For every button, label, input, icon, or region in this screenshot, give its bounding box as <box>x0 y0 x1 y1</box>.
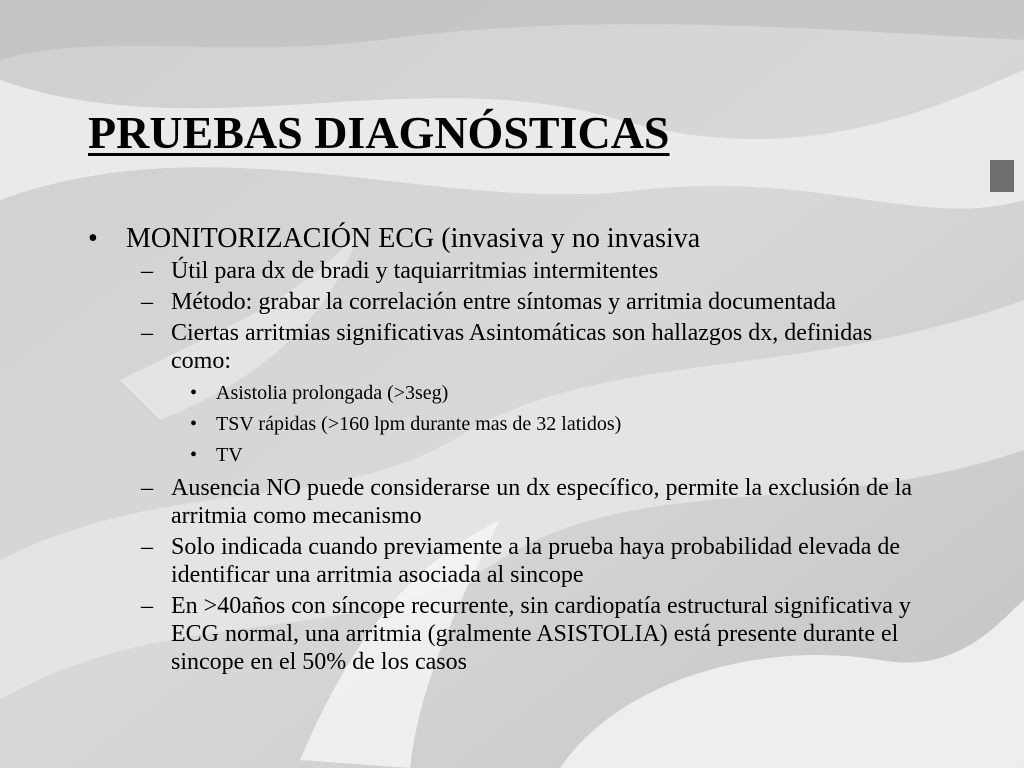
sub-list-item-text: TV <box>216 444 243 466</box>
bullet-marker: • <box>190 444 198 466</box>
list-item <box>0 319 931 375</box>
sub-list-item <box>0 412 1024 437</box>
bullet-marker: • <box>190 382 198 404</box>
slide-title: PRUEBAS DIAGNÓSTICAS <box>88 107 670 158</box>
list-item <box>0 257 931 285</box>
dash-marker: – <box>141 320 153 346</box>
sub-list-item-text: TSV rápidas (>160 lpm durante mas de 32 latidos) <box>216 413 622 435</box>
dash-marker: – <box>141 593 153 619</box>
sub-list <box>0 381 1024 468</box>
sub-list-item <box>0 381 1024 406</box>
list-item <box>0 474 931 530</box>
list-item <box>0 592 931 676</box>
list-item <box>0 288 931 316</box>
list-item <box>0 533 931 589</box>
dash-marker: – <box>141 534 153 560</box>
sub-list-item <box>0 443 1024 468</box>
list-item-text: Método: grabar la correlación entre síntomas y arritmia documentada <box>171 289 837 315</box>
dash-marker: – <box>141 289 153 315</box>
list-item-text: Ciertas arritmias significativas Asintomáticas son hallazgos dx, definidas como: <box>171 320 873 374</box>
sub-list-item-text: Asistolia prolongada (>3seg) <box>216 382 449 404</box>
bullet-marker: • <box>88 223 98 254</box>
dash-marker: – <box>141 258 153 284</box>
main-bullet-text: MONITORIZACIÓN ECG (invasiva y no invasiva <box>126 223 701 254</box>
list-item-text: En >40años con síncope recurrente, sin cardiopatía estructural significativa y ECG normal, una arritmia (gralmente ASISTOLIA) está presente durante el sincope en el 50% de los casos <box>171 593 911 675</box>
bullet-marker: • <box>190 413 198 435</box>
dash-marker: – <box>141 475 153 501</box>
list-item-text: Solo indicada cuando previamente a la prueba haya probabilidad elevada de identificar una arritmia asociada al sincope <box>171 534 901 588</box>
slide-body <box>0 222 1024 679</box>
main-bullet <box>0 222 1024 255</box>
list-item-text: Útil para dx de bradi y taquiarritmias intermitentes <box>171 258 659 284</box>
list-item-text: Ausencia NO puede considerarse un dx específico, permite la exclusión de la arritmia como mecanismo <box>171 475 913 529</box>
